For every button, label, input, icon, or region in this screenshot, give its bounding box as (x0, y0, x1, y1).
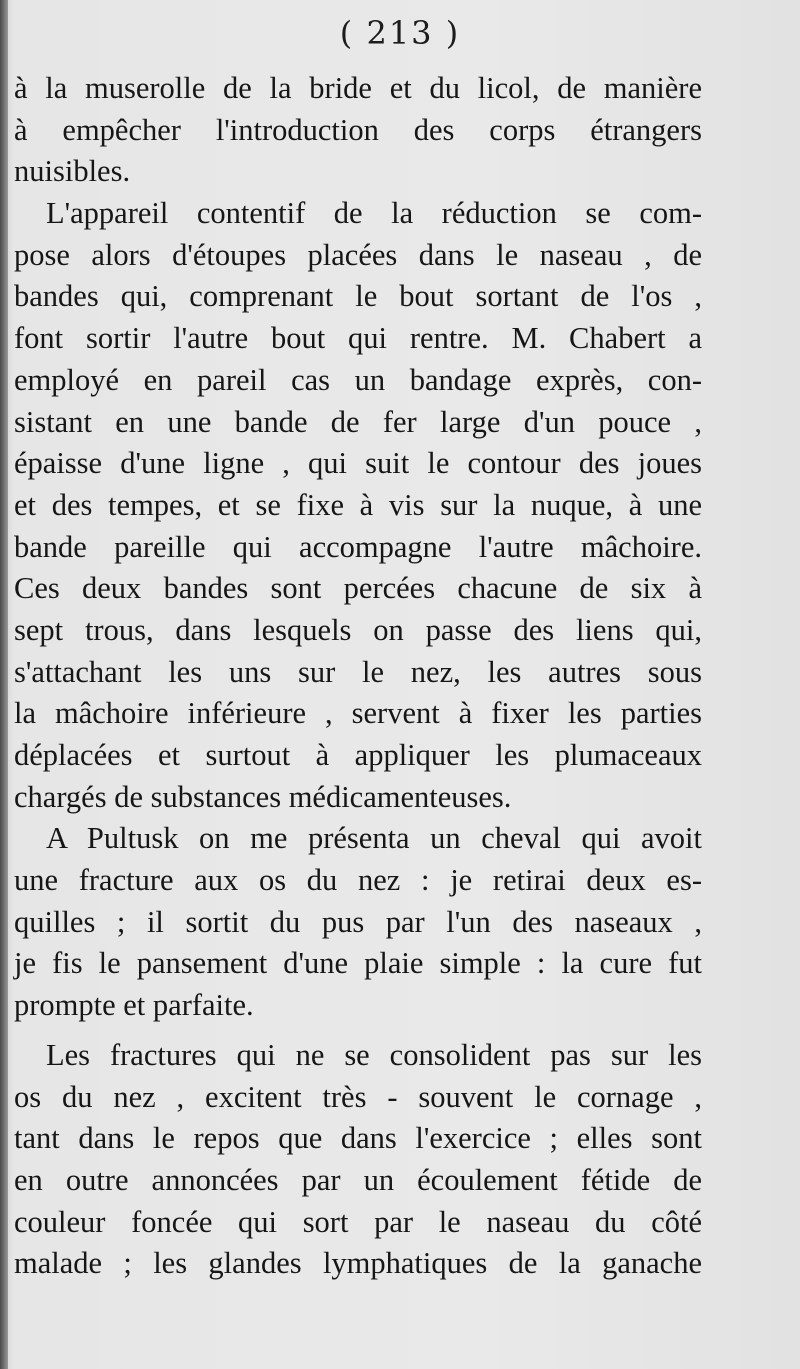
text-line: employé en pareil cas un bandage exprès, con- (14, 362, 702, 397)
text-line: à empêcher l'introduction des corps étrangers (14, 112, 702, 147)
text-line: A Pultusk on me présenta un cheval qui avoit (46, 821, 702, 856)
text-line: L'appareil contentif de la réduction se com- (46, 196, 702, 231)
text-line: la mâchoire inférieure , servent à fixer les parties (14, 696, 702, 731)
text-line: je fis le pansement d'une plaie simple : la cure fut (14, 946, 702, 981)
paragraph-gap (14, 1027, 702, 1035)
body-text (14, 68, 702, 1285)
text-line: prompte et parfaite. (14, 988, 254, 1023)
page-binding-edge (0, 0, 8, 1369)
text-line: sept trous, dans lesquels on passe des liens qui, (14, 612, 702, 647)
page-number: ( 213 ) (339, 14, 461, 52)
text-line: à la muserolle de la bride et du licol, de manière (14, 71, 702, 105)
text-line: sistant en une bande de fer large d'un pouce , (14, 404, 702, 439)
text-line: déplacées et surtout à appliquer les plumaceaux (14, 738, 702, 772)
text-line: couleur foncée qui sort par le naseau du côté (14, 1204, 702, 1239)
text-line: font sortir l'autre bout qui rentre. M. Chabert a (14, 321, 702, 356)
text-line: pose alors d'étoupes placées dans le naseau , de (14, 237, 702, 272)
text-line: malade ; les glandes lymphatiques de la ganache (14, 1246, 702, 1281)
text-line: Les fractures qui ne se consolident pas sur les (46, 1037, 702, 1072)
text-line: quilles ; il sortit du pus par l'un des naseaux , (14, 904, 702, 939)
text-line: s'attachant les uns sur le nez, les autres sous (14, 654, 702, 689)
text-line: bande pareille qui accompagne l'autre mâchoire. (14, 529, 702, 564)
text-line: Ces deux bandes sont percées chacune de six à (14, 571, 702, 606)
text-line: bandes qui, comprenant le bout sortant de l'os , (14, 279, 702, 314)
text-line: une fracture aux os du nez : je retirai deux es- (14, 863, 702, 898)
text-line: et des tempes, et se fixe à vis sur la nuque, à une (14, 487, 702, 522)
text-line: nuisibles. (14, 154, 131, 189)
text-line: os du nez , excitent très - souvent le cornage , (14, 1079, 702, 1114)
text-line: en outre annoncées par un écoulement fétide de (14, 1162, 702, 1197)
text-line: épaisse d'une ligne , qui suit le contour des joues (14, 446, 702, 481)
text-line: chargés de substances médicamenteuses. (14, 779, 512, 814)
text-line: tant dans le repos que dans l'exercice ; elles sont (14, 1121, 702, 1156)
